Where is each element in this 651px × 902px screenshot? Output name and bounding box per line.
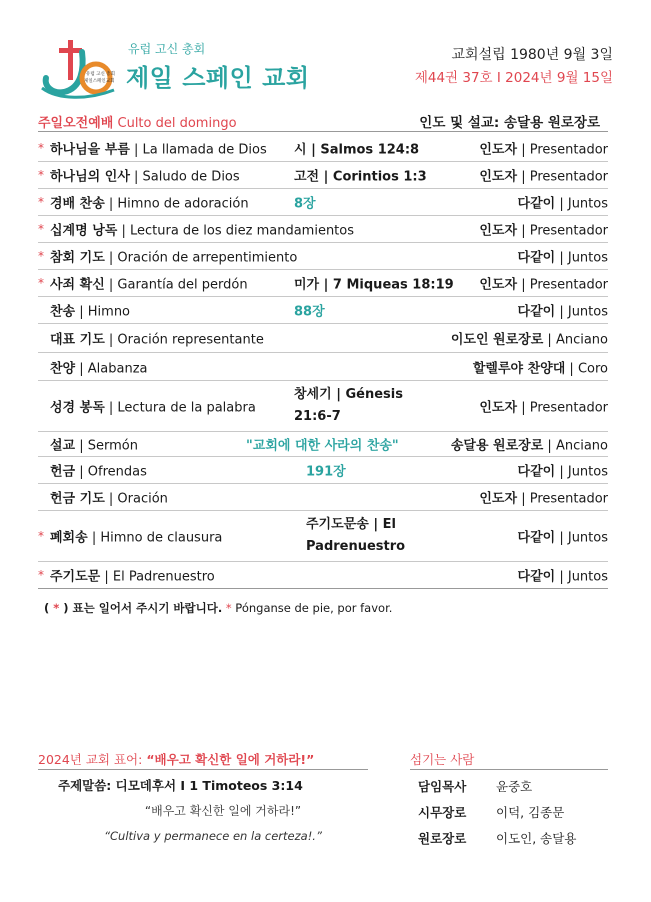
item-reference: 고전 | Corintios 1:3	[294, 169, 427, 185]
service-leader: 인도 및 설교: 송달용 원로장로	[419, 115, 600, 131]
table-row	[38, 381, 608, 432]
item-name: 찬양 | Alabanza	[50, 361, 148, 376]
item-leader: 다같이 | Juntos	[517, 569, 608, 585]
item-leader: 인도자 | Presentador	[479, 491, 608, 507]
item-leader: 인도자 | Presentador	[479, 142, 608, 158]
item-name: 십계명 낭독 | Lectura de los diez mandamientos	[50, 223, 355, 239]
stand-marker: *	[38, 195, 44, 209]
server-people: 이덕, 김종문	[496, 805, 565, 820]
item-leader: 다같이 | Juntos	[517, 530, 608, 546]
item-name: 하나님을 부름 | La llamada de Dios	[50, 142, 267, 158]
item-leader: 인도자 | Presentador	[479, 223, 608, 239]
table-row	[38, 511, 608, 562]
item-leader: 인도자 | Presentador	[479, 277, 608, 293]
servers-section	[410, 748, 608, 848]
bulletin-header	[38, 38, 613, 102]
theme-verse-ko: “배우고 확신한 일에 거하라!”	[144, 804, 302, 818]
service-title	[38, 112, 237, 131]
server-role: 시무장로	[418, 805, 467, 820]
item-leader: 다같이 | Juntos	[517, 250, 608, 266]
item-name: 하나님의 인사 | Saludo de Dios	[50, 169, 240, 185]
list-item	[410, 798, 608, 822]
standing-note: ( * ) 표는 일어서 주시기 바랍니다. * Pónganse de pie, por favor.	[44, 601, 393, 615]
item-name: 찬송 | Himno	[50, 304, 131, 320]
item-name: 헌금 기도 | Oración	[50, 491, 168, 507]
table-row	[38, 270, 608, 297]
list-item	[410, 824, 608, 848]
item-name: 헌금 | Ofrendas	[50, 464, 147, 480]
service-heading	[38, 108, 608, 132]
table-row	[38, 432, 608, 457]
table-row	[38, 135, 608, 162]
church-logo	[38, 38, 122, 102]
stand-marker: *	[38, 568, 44, 582]
org-name: 제일 스페인 교회	[126, 64, 310, 92]
service-title-ko: 주일오전예배	[38, 116, 114, 131]
table-row	[38, 243, 608, 270]
logo-text-line2: 제일스페인교회	[84, 79, 115, 84]
table-row	[38, 162, 608, 189]
theme-verse-ref: 주제말씀: 디모데후서 I 1 Timoteos 3:14	[58, 778, 303, 793]
sermon-title: "교회에 대한 사라의 찬송"	[246, 438, 399, 454]
item-reference: 미가 | 7 Miqueas 18:19	[294, 277, 454, 293]
table-row	[38, 297, 608, 324]
item-leader: 인도자 | Presentador	[479, 169, 608, 185]
item-leader: 이도인 원로장로 | Anciano	[450, 332, 608, 348]
item-name: 주기도문 | El Padrenuestro	[50, 569, 215, 585]
server-people: 이도인, 송달용	[496, 831, 577, 846]
server-role: 원로장로	[418, 831, 467, 846]
stand-marker: *	[38, 141, 44, 155]
year-motto-section	[38, 748, 368, 843]
item-name: 폐회송 | Himno de clausura	[50, 530, 223, 546]
table-row	[38, 562, 608, 589]
item-leader: 할렐루야 찬양대 | Coro	[472, 361, 608, 376]
logo-text-line1: 유럽 고신 총회	[86, 72, 115, 77]
table-row	[38, 216, 608, 243]
item-reference: 191장	[306, 464, 346, 480]
established-date: 교회설립 1980년 9월 3일	[451, 47, 613, 63]
item-leader: 인도자 | Presentador	[479, 400, 608, 416]
item-leader: 다같이 | Juntos	[517, 464, 608, 480]
stand-marker: *	[38, 276, 44, 290]
item-name: 경배 찬송 | Himno de adoración	[50, 196, 249, 212]
theme-verse-es: “Cultiva y permanece en la certeza!.”	[104, 829, 322, 843]
item-reference: 창세기 | Génesis 21:6-7	[294, 387, 403, 424]
table-row	[38, 324, 608, 353]
stand-marker: *	[38, 222, 44, 236]
stand-marker: *	[38, 529, 44, 543]
year-motto-heading: 2024년 교회 표어: “배우고 확신한 일에 거하라!”	[38, 748, 368, 770]
item-leader: 다같이 | Juntos	[517, 304, 608, 320]
service-title-es: Culto del domingo	[117, 116, 237, 131]
item-leader: 송달용 원로장로 | Anciano	[450, 438, 608, 454]
server-role: 담임목사	[418, 779, 467, 794]
item-leader: 다같이 | Juntos	[517, 196, 608, 212]
stand-marker: *	[38, 249, 44, 263]
item-reference: 시 | Salmos 124:8	[294, 142, 420, 158]
server-people: 윤중호	[496, 779, 533, 794]
item-name: 성경 봉독 | Lectura de la palabra	[50, 400, 256, 416]
stand-marker: *	[38, 168, 44, 182]
servers-heading: 섬기는 사람	[410, 748, 608, 770]
table-row	[38, 484, 608, 511]
item-name: 사죄 확신 | Garantía del perdón	[50, 277, 248, 293]
table-row	[38, 353, 608, 381]
table-row	[38, 189, 608, 216]
list-item	[410, 772, 608, 796]
item-reference: 88장	[294, 304, 325, 320]
org-subtitle: 유럽 고신 총회	[128, 42, 206, 56]
item-name: 참회 기도 | Oración de arrepentimiento	[50, 250, 298, 266]
issue-info: 제44권 37호 I 2024년 9월 15일	[414, 70, 613, 86]
table-row	[38, 457, 608, 484]
item-reference: 주기도문송 | El Padrenuestro	[306, 517, 406, 554]
order-of-service	[38, 135, 608, 589]
item-name: 대표 기도 | Oración representante	[50, 332, 264, 348]
item-name: 설교 | Sermón	[50, 438, 138, 454]
item-reference: 8장	[294, 196, 316, 212]
